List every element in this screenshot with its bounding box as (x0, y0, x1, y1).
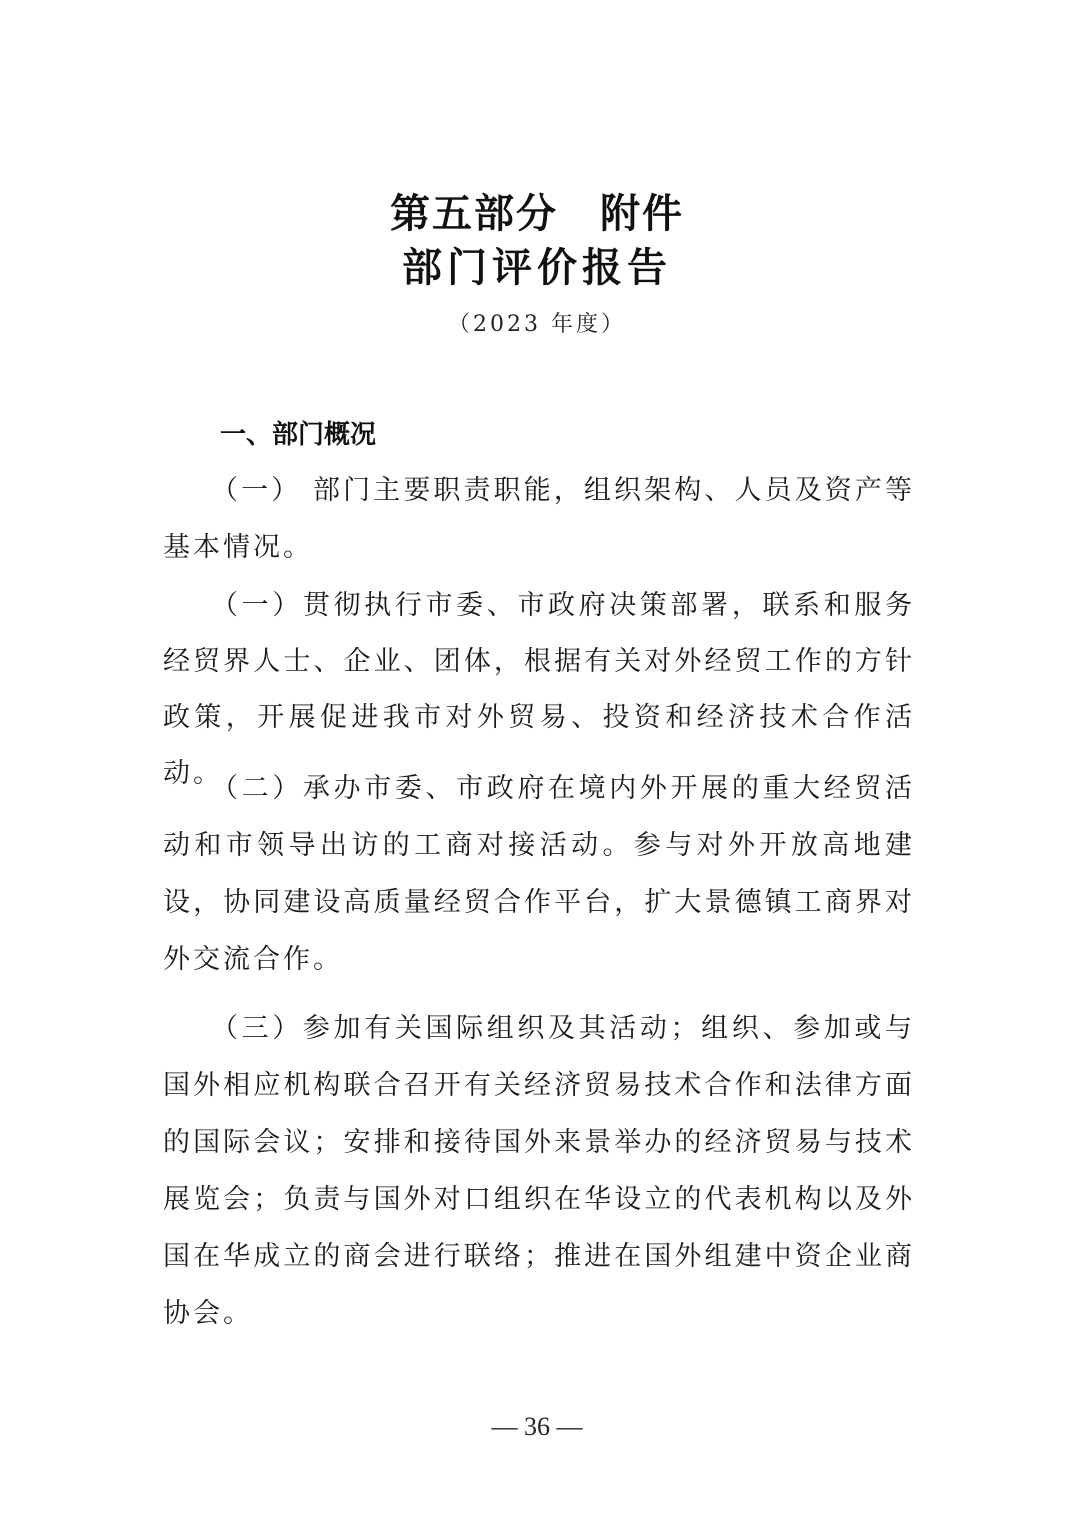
page-number: — 36 — (491, 1412, 583, 1441)
section-subheading: （一） 部门主要职责职能，组织架构、人员及资产等基本情况。 (163, 475, 915, 563)
duty-paragraph-2: （二）承办市委、市政府在境内外开展的重大经贸活动和市领导出访的工商对接活动。参与对外开放高地建设，协同建设高质量经贸合作平台，扩大景德镇工商界对外交流合作。 (163, 773, 915, 975)
document-year: （2023 年度） (448, 312, 626, 337)
section-heading: 一、部门概况 (220, 420, 377, 450)
duty-paragraph-3: （三）参加有关国际组织及其活动；组织、参加或与国外相应机构联合召开有关经济贸易技术合作和法律方面的国际会议；安排和接待国外来景举办的经济贸易与技术展览会；负责与国外对口组织在华设立的代表机构以及外国在华成立的商会进行联络；推进在国外组建中资企业商协会。 (163, 1013, 915, 1329)
document-title: 部门评价报告 (402, 245, 672, 291)
document-title-part: 第五部分 附件 (390, 191, 684, 237)
duty-paragraph-1: （一）贯彻执行市委、市政府决策部署，联系和服务经贸界人士、企业、团体，根据有关对外经贸工作的方针政策，开展促进我市对外贸易、投资和经济技术合作活动。 (163, 590, 915, 789)
